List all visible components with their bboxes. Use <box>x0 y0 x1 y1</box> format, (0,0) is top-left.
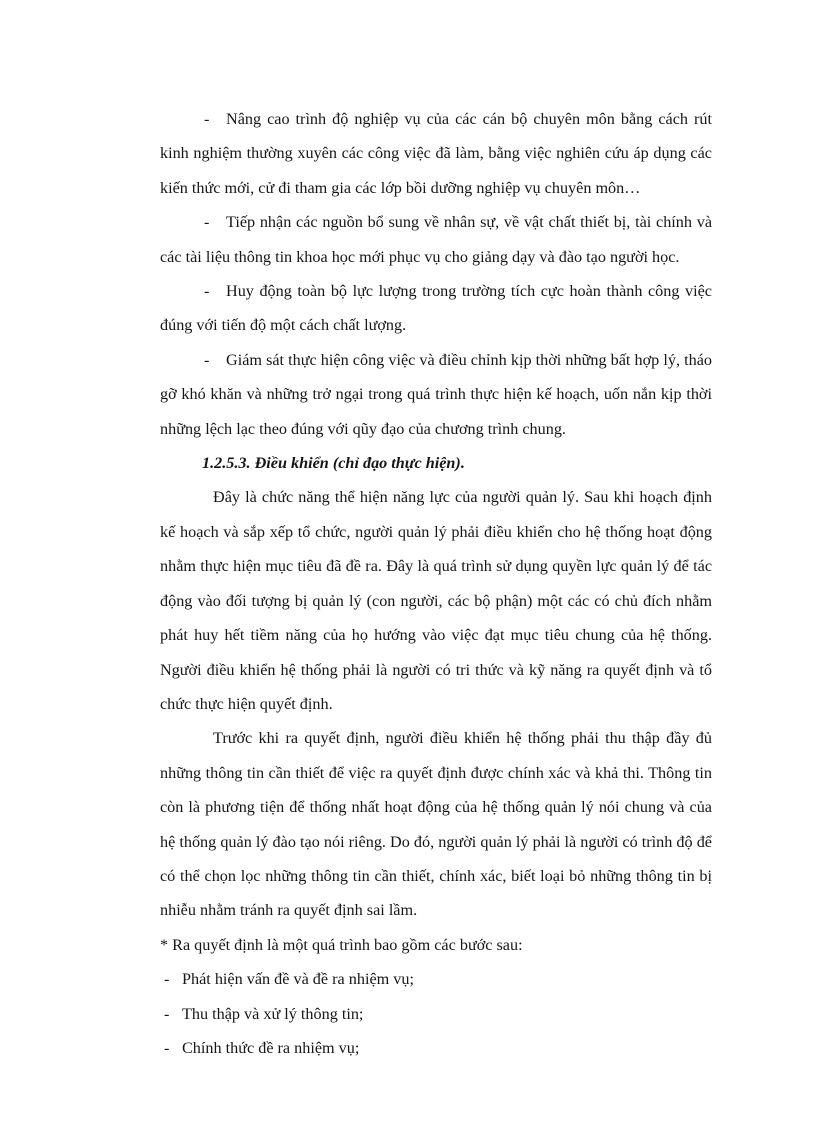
bullet-dash: - <box>204 110 210 128</box>
step-text: Chính thức đề ra nhiệm vụ; <box>182 1038 360 1057</box>
step-item <box>160 997 712 1031</box>
bullet-text: Huy động toàn bộ lực lượng trong trường tích cực hoàn thành công việc đúng với tiến độ một cách chất lượng. <box>160 282 712 335</box>
step-dash: - <box>160 1038 170 1057</box>
bullet-text: Nâng cao trình độ nghiệp vụ của các cán bộ chuyên môn bằng cách rút kinh nghiệm thường xuyên các công việc đã làm, bằng việc nghiên cứu áp dụng các kiến thức mới, cử đi tham gia các lớp bồi dưỡng nghiệp vụ chuyên môn… <box>160 110 712 197</box>
body-paragraph: Đây là chức năng thể hiện năng lực của người quản lý. Sau khi hoạch định kế hoạch và sắp xếp tổ chức, người quản lý phải điều khiển cho hệ thống hoạt động nhằm thực hiện mục tiêu đã đề ra. Đây là quá trình sử dụng quyền lực quản lý để tác động vào đối tượng bị quản lý (con người, các bộ phận) một các có chủ đích nhằm phát huy hết tiềm năng của họ hướng vào việc đạt mục tiêu chung của hệ thống. Người điều khiển hệ thống phải là người có tri thức và kỹ năng ra quyết định và tổ chức thực hiện quyết định. <box>160 488 712 713</box>
step-item <box>160 1031 712 1065</box>
bullet-item <box>160 102 712 205</box>
step-dash: - <box>160 1004 170 1023</box>
body-paragraph: Trước khi ra quyết định, người điều khiển hệ thống phải thu thập đầy đủ những thông tin cần thiết để việc ra quyết định được chính xác và khả thi. Thông tin còn là phương tiện để thống nhất hoạt động của hệ thống quản lý nói chung và của hệ thống quản lý đào tạo nói riêng. Do đó, người quản lý phải là người có trình độ để có thể chọn lọc những thông tin cần thiết, chính xác, biết loại bỏ những thông tin bị nhiễu nhằm tránh ra quyết định sai lầm. <box>160 729 712 920</box>
bullet-text: Giám sát thực hiện công việc và điều chỉnh kịp thời những bất hợp lý, tháo gỡ khó khăn và những trở ngại trong quá trình thực hiện kế hoạch, uốn nắn kịp thời những lệch lạc theo đúng với qũy đạo của chương trình chung. <box>160 350 712 438</box>
list-intro: * Ra quyết định là một quá trình bao gồm các bước sau: <box>160 935 523 954</box>
bullet-item <box>160 274 712 343</box>
step-dash: - <box>160 970 170 989</box>
step-text: Phát hiện vấn đề và đề ra nhiệm vụ; <box>182 970 414 989</box>
step-item <box>160 962 712 996</box>
page-body <box>160 102 712 1065</box>
section-heading: 1.2.5.3. Điều khiển (chỉ đạo thực hiện). <box>202 454 465 473</box>
step-text: Thu thập và xử lý thông tin; <box>182 1004 364 1023</box>
bullet-dash: - <box>204 213 210 232</box>
bullet-item <box>160 205 712 274</box>
bullet-dash: - <box>204 282 210 301</box>
bullet-dash: - <box>204 350 210 369</box>
bullet-item <box>160 343 712 446</box>
bullet-text: Tiếp nhận các nguồn bổ sung về nhân sự, về vật chất thiết bị, tài chính và các tài liệu thông tin khoa học mới phục vụ cho giảng dạy và đào tạo người học. <box>160 213 712 266</box>
